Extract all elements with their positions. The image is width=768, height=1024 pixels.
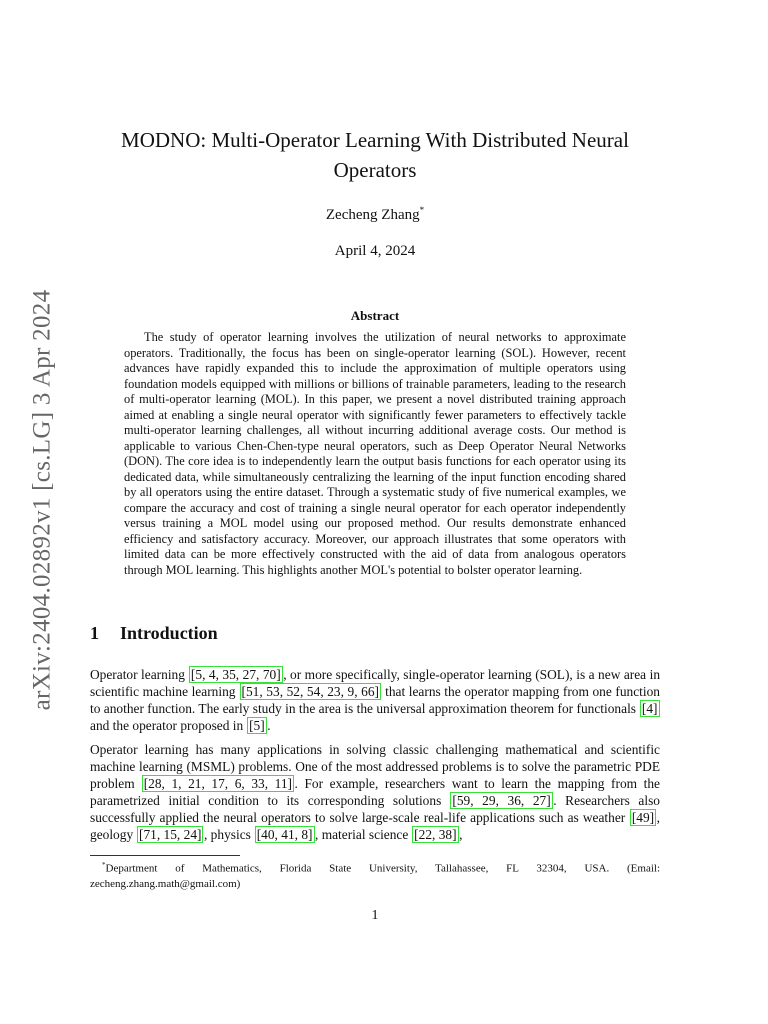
para-text: Operator learning (90, 667, 189, 682)
para-text: . (267, 718, 271, 733)
citation-link[interactable]: [5, 4, 35, 27, 70] (190, 667, 281, 682)
section-number: 1 (90, 623, 99, 643)
para-text: , material science (315, 827, 412, 842)
paper-date: April 4, 2024 (334, 243, 416, 259)
citation-link[interactable]: [49] (631, 810, 655, 825)
paper-title: MODNO: Multi-Operator Learning With Distributed Neural Operators (121, 128, 629, 182)
footnote-divider (90, 855, 240, 856)
section-heading (90, 623, 218, 644)
author-line (90, 205, 660, 224)
page-number: 1 (371, 908, 379, 923)
footnote-mark: * (102, 861, 106, 869)
footnote-text: Department of Mathematics, Florida State University, Tallahassee, FL 32304, USA. (Email: zecheng.zhang.math@gmail.com) (90, 862, 660, 890)
intro-paragraph-2 (90, 741, 660, 843)
arxiv-stamp-text: arXiv:2404.02892v1 [cs.LG] 3 Apr 2024 (28, 289, 55, 711)
para-text: , physics (203, 827, 255, 842)
abstract-heading: Abstract (350, 308, 400, 323)
citation-link[interactable]: [51, 53, 52, 54, 23, 9, 66] (241, 684, 380, 699)
section-title: Introduction (120, 623, 218, 643)
para-text: . Researchers also successfully applied the neural operators to solve large-scale real-life applications such as weather (90, 793, 660, 825)
citation-link[interactable]: [5] (249, 718, 265, 733)
citation-link[interactable]: [40, 41, 8] (256, 827, 313, 842)
footnote (90, 858, 660, 892)
citation-link[interactable]: [4] (641, 701, 658, 716)
abstract-text: The study of operator learning involves the utilization of neural networks to approximate operators. Traditionally, the focus has been on single-operator learning (SOL). However, recent advances have rapidly expanded this to include the approximation of multiple operators using foundation models equipped with millions or billions of trainable parameters, leading to the research of multi-operator learning (MOL). In this paper, we present a novel distributed training approach aimed at enabling a single neural operator with significantly fewer parameters to effectively tackle multi-operator learning challenges, all without incurring additional average costs. Our method is applicable to various Chen-Chen-type neural operators, such as Deep Operator Neural Networks (DON). The core idea is to independently learn the output basis functions for each operator using its dedicated data, while simultaneously centralizing the learning of the input function encoding shared by all operators using the entire dataset. Through a systematic study of five numerical examples, we compare the accuracy and cost of training a single neural operator for each operator independently versus training a MOL model using our proposed method. Our results demonstrate enhanced efficiency and satisfactory accuracy. Moreover, our approach illustrates that some operators with limited data can be more effectively constructed with the aid of data from analogous operators through MOL learning. This highlights another MOL's potential to bolster operator learning. (124, 330, 626, 577)
para-text: . For example, researchers want to learn the mapping from the parametrized initial condition to its corresponding solutions (90, 776, 660, 808)
para-text: Operator learning has many applications in solving classic challenging mathematical and scientific machine learning (MSML) problems. One of the most addressed problems is to solve the parametric PDE problem (90, 742, 660, 791)
para-text: and the operator proposed in (90, 718, 247, 733)
citation-link[interactable]: [28, 1, 21, 17, 6, 33, 11] (143, 776, 293, 791)
para-text: , geology (90, 810, 660, 842)
author-name: Zecheng Zhang (325, 207, 420, 223)
para-text: , or more specifically, single-operator learning (SOL), is a new area in scientific machine learning (90, 667, 661, 699)
citation-link[interactable]: [59, 29, 36, 27] (452, 793, 551, 808)
citation-link[interactable]: [22, 38] (414, 827, 457, 842)
arxiv-stamp (12, 280, 72, 720)
para-text: that learns the operator mapping from one function to another function. The early study in the area is the universal approximation theorem for functionals (90, 684, 660, 716)
intro-paragraph-1 (90, 666, 660, 734)
author-footnote-mark: * (419, 205, 425, 215)
para-text: , (459, 827, 463, 842)
citation-link[interactable]: [71, 15, 24] (139, 827, 202, 842)
